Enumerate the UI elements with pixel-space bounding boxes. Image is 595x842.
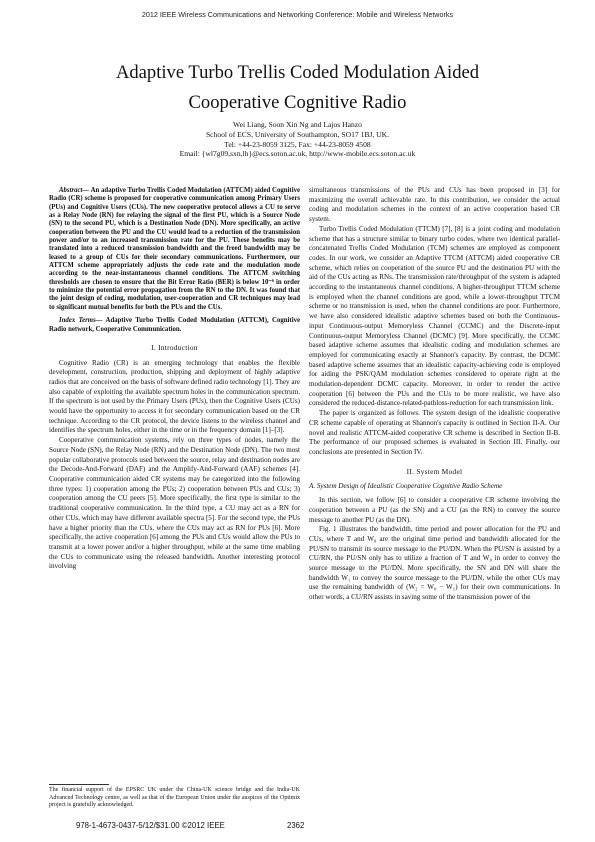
index-terms-text: Adaptive Turbo Trellis Coded Modulation (ATTCM), Cognitive Radio network, Cooperative Communication. [49, 317, 300, 333]
paper-title [40, 58, 555, 118]
right-paragraph-1: simultaneous transmissions of the PUs and CUs has been proposed in [3] for maximizing the overall achievable rate. In this contribution, we consider the actual coding and modulation schemes in the context of an active cooperation based CR system. [309, 186, 560, 224]
title-line-2: Cooperative Cognitive Radio [188, 92, 407, 113]
footnote: The financial support of the EPSRC UK under the China-UK science bridge and the India-UK Advanced Technology centre, as well as that of the European Union under the auspices of the Optimix project is gratefully acknowledged. [49, 787, 300, 809]
index-terms-label: Index Terms— [59, 317, 103, 325]
section-heading-system-model: II. System Model [406, 466, 463, 476]
system-paragraph-2: Fig. 1 illustrates the bandwidth, time period and power allocation for the PU and CUs, where T and W₀ are the original time period and bandwidth allocated for the PU/SN to transmit its source message to the PU/DN. When the PU/SN is assisted by a CU/RN, the PU/SN only has to utilize a fraction of T and W₀ in order to convey the source message to the PU/DN. More specifically, the SN and DN will share the bandwidth W₁ to convey the source message to the PU/DN, while the other CUs may use the remaining bandwidth of (W₂ = W₀ − W₁) for their own communications. In other words, a CU/RN assists in saving some of the transmission power of the [309, 525, 560, 602]
author-names: Wei Liang, Soon Xin Ng and Lajos Hanzo [233, 120, 362, 129]
title-line-1: Adaptive Turbo Trellis Coded Modulation Aided [115, 62, 480, 83]
author-affiliation: School of ECS, University of Southampton, SO17 1BJ, UK. [205, 129, 390, 139]
conference-header: 2012 IEEE Wireless Communications and Networking Conference: Mobile and Wireless Networks [141, 10, 454, 19]
left-column [49, 187, 300, 572]
author-email: Email: {wl7g09,sxn,lh}@ecs.soton.ac.uk, http://www-mobile.ecs.soton.ac.uk [179, 149, 416, 159]
page-number: 2362 [287, 821, 305, 830]
subsection-heading: A. System Design of Idealistic Cooperative Cognitive Radio Scheme [309, 482, 503, 491]
right-paragraph-2: Turbo Trellis Coded Modulation (TTCM) [7], [8] is a joint coding and modulation scheme that has a structure similar to binary turbo codes, where two identical parallel-concatenated Trellis Coded Modulation (TCM) schemes are employed as component codes. In our work, we consider an Adaptive TTCM (ATTCM) aided cooperative CR scheme, which relies on cooperation of the source PU and the destination PU with the aid of the CUs acting as RNs. The transmission rate/throughput of the system is adapted according to the instantaneous channel conditions. A higher-throughput TTCM scheme is employed when the channel conditions are good, while a lower-throughput TTCM scheme or no transmission is used, when the channel conditions are poor. Furthermore, we have also considered idealistic adaptive schemes based on both the Continuous-input Continuous-output Memoryless Channel (CCMC) and the Discrete-input Continuous-output Memoryless Channel (DCMC) [9]. More specifically, the CCMC based adaptive scheme assumes that idealistic coding and modulation schemes are employed for communicating exactly at Shannon's capacity. By contrast, the DCMC based adaptive scheme assumes that an idealistic capacity-achieving code is employed for aiding the PSK/QAM modulation schemes considered to operate right at the modulation-dependent DCMC capacity. Moreover, in order to render the active cooperation [6] between the PUs and the CUs to be more realistic, we have also considered the reduced-distance-related-pathloss-reduction for each transmission link. [309, 224, 560, 408]
abstract-label: Abstract— [59, 187, 90, 194]
abstract-text: An adaptive Turbo Trellis Coded Modulation (ATTCM) aided Cognitive Radio (CR) scheme is proposed for cooperative communication among Primary Users (PUs) and Cognitive Users (CUs). The new cooperative protocol allows a CU to serve as a Relay Node (RN) for relaying the signal of the first PU, which is a Source Node (SN) to the second PU, which is a Destination Node (DN). More specifically, an active cooperation between the PU and the CU would lead to a reduction of the transmission power and/or to an increased transmission rate for the PU. These benefits may be translated into a reduced transmission bandwidth and the freed bandwidth may be leased to a group of CUs for their secondary communications. Furthermore, our ATTCM scheme appropriately adjusts the code rate and the modulation mode according to the near-instantaneous channel conditions. The ATTCM switching thresholds are chosen to ensure that the Bit Error Ratio (BER) is below 10⁻⁶ in order to minimize the potential error propagation from the RN to the DN. It was found that the joint design of coding, modulation, user-cooperation and CR techniques may lead to significant mutual benefits for both the PUs and the CUs. [49, 187, 300, 311]
right-paragraph-3: The paper is organized as follows. The system design of the idealistic cooperative CR scheme capable of operating at Shannon's capacity is outlined in Section II-A. Our novel and realistic ATTCM-aided cooperative CR scheme is described in Section II-B. The performance of our proposed schemes is evaluated in Section III. Finally, our conclusions are presented in Section IV. [309, 409, 560, 456]
author-phone: Tel: +44-23-8059 3125, Fax: +44-23-8059 4508 [224, 139, 371, 149]
right-column [309, 186, 560, 603]
index-terms [49, 317, 300, 334]
intro-paragraph-1: Cognitive Radio (CR) is an emerging technology that enables the flexible development, construction, production, shipping and deployment of highly adaptive radios that are conceived on the basis of software defined radio technology [1]. They are also capable of exploiting the available spectrum holes in the communication spectrum. If the spectrum is not used by the Primary Users (PUs), then the Cognitive Users (CUs) would have the opportunity to access it for secondary communication based on the CR technique. According to the CR protocol, the device listens to the wireless channel and identifies the spectrum holes, either in the time or in the frequency domain [1]–[3]. [49, 358, 301, 435]
abstract [49, 187, 300, 312]
footnote-rule [49, 784, 109, 785]
author-block [60, 120, 535, 159]
copyright-footer: 978-1-4673-0437-5/12/$31.00 ©2012 IEEE [76, 821, 225, 830]
section-heading-introduction: I. Introduction [151, 342, 198, 352]
system-paragraph-1: In this section, we follow [6] to consider a cooperative CR scheme involving the cooperation between a PU (as the SN) and a CU (as the RN) to convey the source message to another PU (as the DN). [309, 496, 560, 524]
intro-paragraph-2: Cooperative communication systems, rely on three types of nodes, namely the Source Node (SN), the Relay Node (RN) and the Destination Node (DN). The two most popular collaborative protocols used between the source, relay and destination nodes are the Decode-And-Forward (DAF) and the Amplify-And-Forward (AAF) schemes [4]. Cooperative communication aided CR systems may be categorized into the following three types: 1) cooperation among the PUs; 2) cooperation between PUs and CUs; 3) cooperation among the CU peers [5]. More specifically, the first type is similar to the traditional cooperative communication. In the third type, a CU may act as a RN for other CUs, which may have different available spectra [5]. For the second type, the PUs have a higher priority than the CUs, where the CUs may act as RN for PUs [6]. More specifically, the active cooperation [6] among the PUs and CUs would allow the PUs to transmit at a lower power and/or a higher throughput, while at the same time enabling the CUs to communicate using the released bandwidth. Another interesting protocol involving [49, 436, 300, 571]
